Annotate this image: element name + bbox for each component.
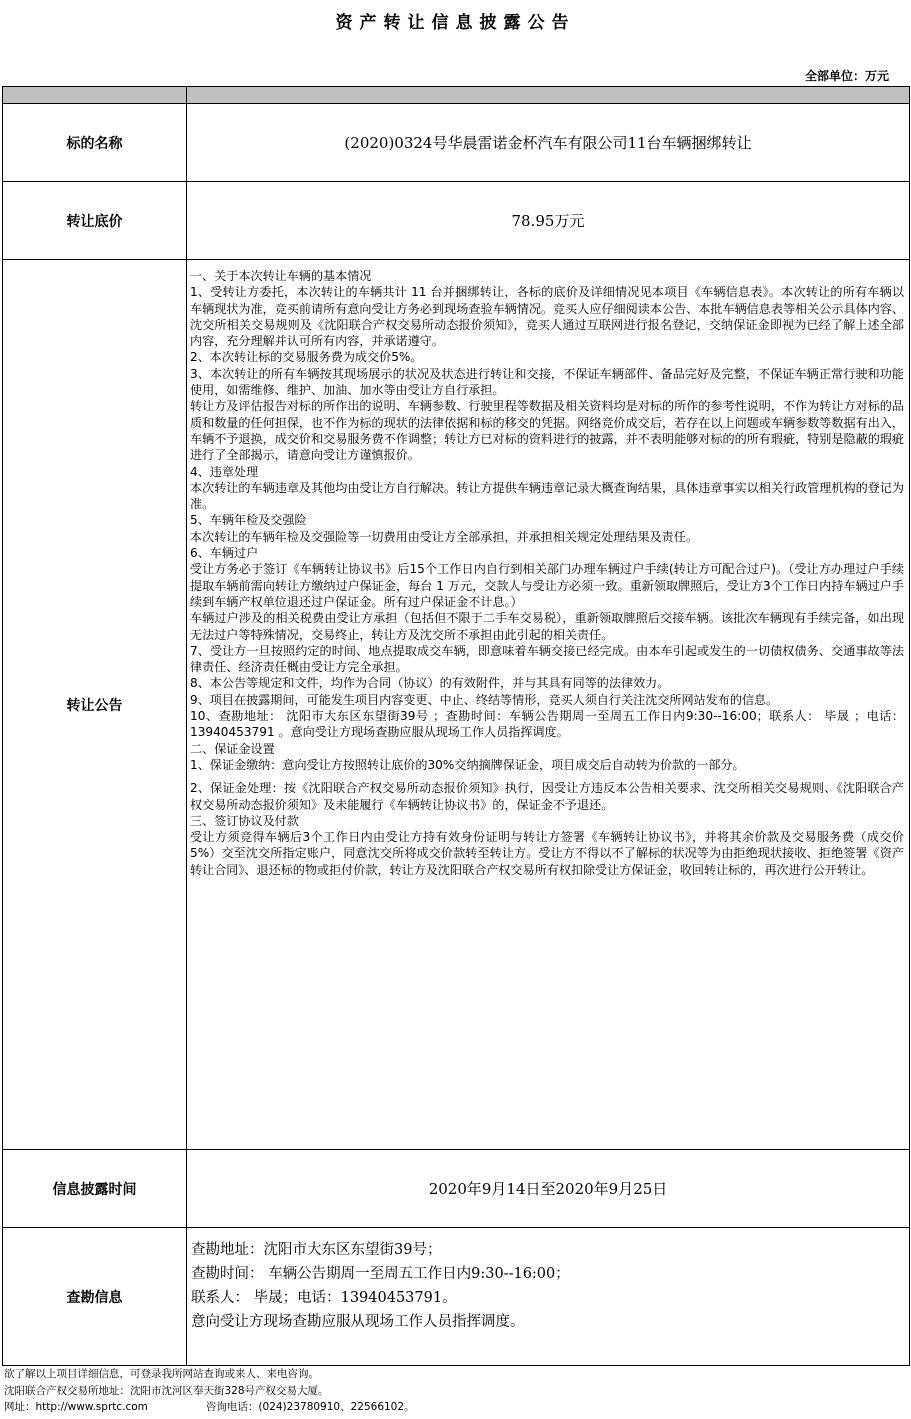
notice-paragraph: 受让方务必于签订《车辆转让协议书》后15个工作日内自行到相关部门办理车辆过户手续(转让方可配合过户)。（受让方办理过户手续提取车辆前需向转让方缴纳过户保证金，每台 1 万元，交款人与受让方必须一致。重新领取牌照后，受让方3个工作日内持车辆过户手续到车辆产权单位退还过户保证金。所有过户保证金不计息。） bbox=[190, 562, 904, 609]
notice-paragraph: 4、违章处理 bbox=[190, 464, 259, 479]
notice-paragraph: 本次转让的车辆违章及其他均由受让方自行解决。转让方提供车辆违章记录大概查询结果，具体违章事实以相关行政管理机构的登记为准。 bbox=[190, 480, 904, 512]
notice-row bbox=[3, 260, 910, 1150]
price-row bbox=[3, 182, 910, 260]
survey-line: 意向受让方现场查勘应服从现场工作人员指挥调度。 bbox=[191, 1314, 525, 1330]
footer-line: 沈阳联合产权交易所地址：沈阳市沈河区奉天街328号产权交易大厦。 bbox=[4, 1384, 329, 1397]
survey-row bbox=[3, 1228, 910, 1366]
notice-paragraph: 1、受转让方委托，本次转让的车辆共计 11 台并捆绑转让，各标的底价及详细情况见本项目《车辆信息表》。本次转让的所有车辆以车辆现状为准，竞买前请所有意向受让方务必到现场查验车辆情况。竞买人应仔细阅读本公告、本批车辆信息表等相关公示具体内容、沈交所相关交易规则及《沈阳联合产权交易所动态报价须知》，竞买人通过互联网进行报名登记，交纳保证金即视为已经了解上述全部内容，充分理解并认可所有内容，并承诺遵守。 bbox=[190, 285, 904, 349]
period-row bbox=[3, 1150, 910, 1228]
notice-paragraph: 6、车辆过户 bbox=[190, 546, 259, 561]
price-value: 78.95万元 bbox=[187, 182, 910, 260]
page-title: 资产转让信息披露公告 bbox=[335, 13, 576, 33]
notice-paragraph: 9、项目在披露期间，可能发生项目内容变更、中止、终结等情形，竞买人须自行关注沈交所网站发布的信息。 bbox=[190, 692, 779, 707]
footer-phone: 咨询电话：(024)23780910、22566102。 bbox=[205, 1401, 415, 1413]
notice-label: 转让公告 bbox=[3, 260, 187, 1150]
header-band-right bbox=[187, 87, 910, 104]
notice-paragraph: 车辆过户涉及的相关税费由受让方承担（包括但不限于二手车交易税），重新领取牌照后交接车辆。该批次车辆现有手续完备，如出现无法过户等特殊情况，交易终止，转让方及沈交所不承担由此引起的相关责任。 bbox=[190, 611, 904, 642]
notice-heading: 三、签订协议及付款 bbox=[190, 813, 299, 828]
notice-paragraph: 转让方及评估报告对标的所作出的说明、车辆参数、行驶里程等数据及相关资料均是对标的所作的参考性说明，不作为转让方对标的品质和数量的任何担保，也不作为标的现状的法律依据和标的移交的凭据。网络竞价成交后，若存在以上问题或车辆参数等数据有出入，车辆不予退换，成交价和交易服务费不作调整；转让方已对标的资料进行的披露，并不表明能够对标的的所有瑕疵，特别是隐蔽的瑕疵进行了全部揭示，请意向受让方谨慎报价。 bbox=[190, 399, 904, 463]
unit-note: 全部单位：万元 bbox=[804, 69, 889, 83]
header-band-row bbox=[3, 87, 910, 104]
survey-line: 查勘地址：沈阳市大东区东望街39号； bbox=[191, 1242, 442, 1258]
survey-body bbox=[187, 1228, 910, 1366]
subject-label: 标的名称 bbox=[3, 104, 187, 182]
subject-row bbox=[3, 104, 910, 182]
notice-heading: 二、保证金设置 bbox=[190, 741, 275, 756]
notice-body bbox=[187, 260, 910, 1150]
survey-label: 查勘信息 bbox=[3, 1228, 187, 1366]
footer-contact bbox=[4, 1399, 415, 1416]
notice-paragraph: 7、受让方一旦按照约定的时间、地点提取成交车辆，即意味着车辆交接已经完成。由本车引起或发生的一切债权债务、交通事故等法律责任、经济责任概由受让方完全承担。 bbox=[190, 643, 904, 675]
survey-line: 联系人： 毕晟；电话：13940453791。 bbox=[191, 1290, 457, 1306]
price-label: 转让底价 bbox=[3, 182, 187, 260]
notice-paragraph: 2、保证金处理：按《沈阳联合产权交易所动态报价须知》执行，因受让方违反本公告相关要求、沈交所相关交易规则、《沈阳联合产权交易所动态报价须知》及未能履行《车辆转让协议书》的，保证金不予退还。 bbox=[190, 781, 904, 812]
period-value: 2020年9月14日至2020年9月25日 bbox=[187, 1150, 910, 1228]
notice-paragraph: 2、本次转让标的交易服务费为成交价5%。 bbox=[190, 350, 423, 365]
notice-paragraph: 5、车辆年检及交强险 bbox=[190, 513, 307, 528]
subject-value: (2020)0324号华晨雷诺金杯汽车有限公司11台车辆捆绑转让 bbox=[187, 104, 910, 182]
period-label: 信息披露时间 bbox=[3, 1150, 187, 1228]
footer bbox=[4, 1366, 415, 1416]
header-band-left bbox=[3, 87, 187, 104]
notice-paragraph: 本次转让的车辆年检及交强险等一切费用由受让方全部承担，并承担相关规定处理结果及责任。 bbox=[190, 529, 698, 544]
notice-heading: 一、关于本次转让车辆的基本情况 bbox=[190, 269, 372, 283]
notice-paragraph: 1、保证金缴纳：意向受让方按照转让底价的30%交纳摘牌保证金，项目成交后自动转为价款的一部分。 bbox=[190, 757, 745, 772]
notice-paragraph: 8、本公告等规定和文件，均作为合同（协议）的有效附件，并与其具有同等的法律效力。 bbox=[190, 676, 670, 691]
survey-line: 查勘时间： 车辆公告期周一至周五工作日内9:30--16:00； bbox=[191, 1266, 570, 1282]
notice-paragraph: 10、查勘地址： 沈阳市大东区东望街39号 ；查勘时间：车辆公告期周一至周五工作日内9:30--16:00；联系人： 毕晟 ；电话： 13940453791 。意向受让方现场查勘应服从现场工作人员指挥调度。 bbox=[190, 709, 904, 740]
notice-paragraph: 受让方须竞得车辆后3个工作日内由受让方持有效身份证明与转让方签署《车辆转让协议书》，并将其余价款及交易服务费（成交价5%）交至沈交所指定账户，同意沈交所将成交价款转至转让方。受让方不得以不了解标的状况等为由拒绝现状接收、拒绝签署《资产转让合同》、退还标的物或拒付价款，转让方及沈阳联合产权交易所有权扣除受让方保证金，收回转让标的，再次进行公开转让。 bbox=[190, 830, 904, 877]
footer-website[interactable]: 网址：http://www.sprtc.com bbox=[4, 1401, 148, 1413]
notice-table bbox=[2, 86, 910, 1366]
notice-paragraph: 3、本次转让的所有车辆按其现场展示的状况及状态进行转让和交接，不保证车辆部件、备品完好及完整，不保证车辆正常行驶和功能使用，如需维修、维护、加油、加水等由受让方自行承担。 bbox=[190, 366, 904, 398]
footer-line: 欲了解以上项目详细信息，可登录我所网站查询或来人、来电咨询。 bbox=[4, 1368, 319, 1380]
